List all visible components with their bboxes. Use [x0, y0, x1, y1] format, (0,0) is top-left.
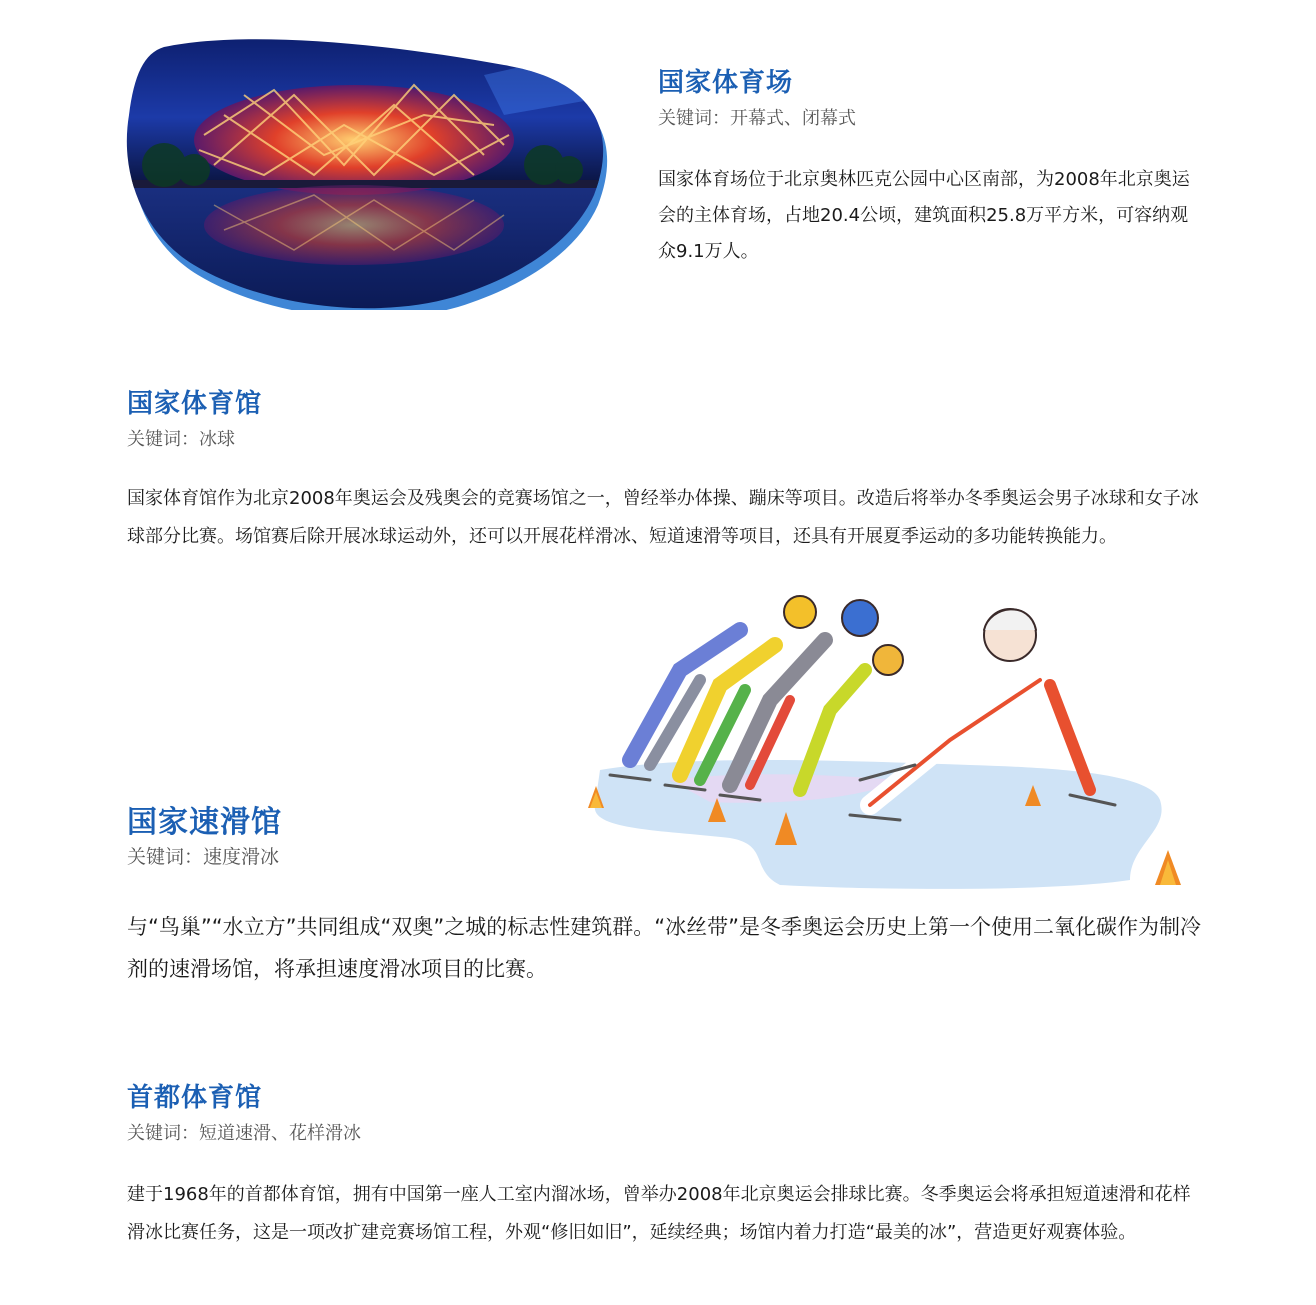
venue-description-national-speed-skating-oval: 与“鸟巢”“水立方”共同组成“双奥”之城的标志性建筑群。“冰丝带”是冬季奥运会历史上第一个使用二氧化碳作为制冷剂的速滑场馆，将承担速度滑冰项目的比赛。 — [127, 915, 1202, 981]
venue-keywords-national-speed-skating-oval: 关键词：速度滑冰 — [127, 846, 280, 868]
venue-keywords-capital-indoor-stadium: 关键词：短道速滑、花样滑冰 — [127, 1123, 361, 1144]
venue-title-national-stadium: 国家体育场 — [658, 68, 794, 98]
venue-title-capital-indoor-stadium: 首都体育馆 — [127, 1083, 263, 1113]
venue-description-national-stadium: 国家体育场位于北京奥林匹克公园中心区南部，为2008年北京奥运会的主体育场，占地20.4公顷，建筑面积25.8万平方米，可容纳观众9.1万人。 — [658, 169, 1190, 262]
speed-skaters-illustration — [570, 590, 1210, 900]
venue-description-capital-indoor-stadium: 建于1968年的首都体育馆，拥有中国第一座人工室内溜冰场，曾举办2008年北京奥运会排球比赛。冬季奥运会将承担短道速滑和花样滑冰比赛任务，这是一项改扩建竞赛场馆工程，外观“修旧如旧”，延续经典；场馆内着力打造“最美的冰”，营造更好观赛体验。 — [127, 1184, 1191, 1243]
birds-nest-stadium-photo — [124, 35, 619, 310]
venue-title-national-speed-skating-oval: 国家速滑馆 — [127, 805, 282, 840]
venue-description-national-indoor-stadium: 国家体育馆作为北京2008年奥运会及残奥会的竞赛场馆之一，曾经举办体操、蹦床等项目。改造后将举办冬季奥运会男子冰球和女子冰球部分比赛。场馆赛后除开展冰球运动外，还可以开展花样滑冰、短道速滑等项目，还具有开展夏季运动的多功能转换能力。 — [127, 488, 1199, 547]
venue-title-national-indoor-stadium: 国家体育馆 — [127, 389, 263, 419]
venue-keywords-national-stadium: 关键词：开幕式、闭幕式 — [658, 108, 856, 129]
venue-keywords-national-indoor-stadium: 关键词：冰球 — [127, 429, 235, 450]
